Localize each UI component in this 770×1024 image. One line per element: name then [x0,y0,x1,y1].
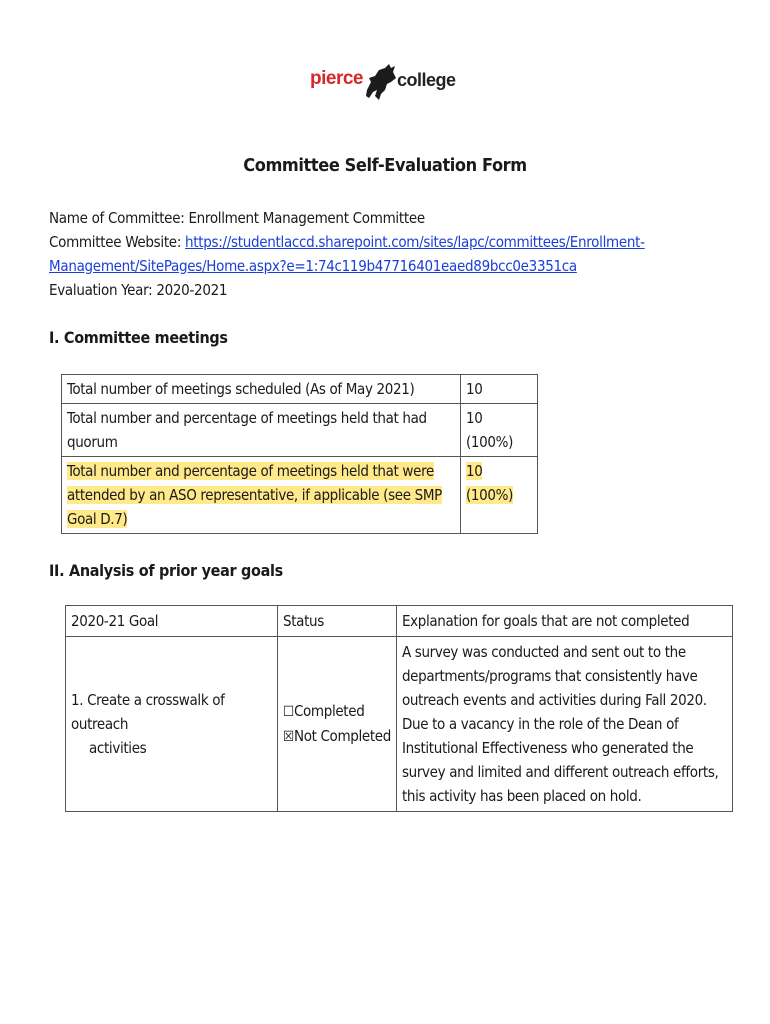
meetings-label-cell: Total number of meetings scheduled (As of May 2021) [62,375,461,404]
logo-pierce-text: pierce [310,68,363,89]
section1-heading: I. Committee meetings [49,328,228,347]
goal-number: 1. [71,691,84,709]
explanation-header: Explanation for goals that are not completed [396,606,732,637]
completed-label: Completed [293,702,365,720]
explanation-cell: A survey was conducted and sent out to the departments/programs that consistently have outreach events and activities during Fall 2020. Due to a vacancy in the role of the Dean of Institutional Effectiveness who generated the survey and limited and different outreach efforts, this activity has been placed on hold. [396,637,732,812]
goal-text: Create a crosswalk of outreach [71,691,225,733]
section2-heading: II. Analysis of prior year goals [49,561,283,580]
year-value: 2020-2021 [156,281,228,299]
goal-cell [66,637,278,812]
committee-info [49,206,729,302]
highlighted-value: 10 (100%) [466,462,514,504]
committee-website-line2 [49,254,729,278]
table-row [62,457,538,534]
logo-college-text: college [397,70,456,90]
status-not-completed [283,724,391,749]
unchecked-box-icon[interactable]: ☐ [283,704,294,720]
table-row [66,637,733,812]
page-title: Committee Self-Evaluation Form [243,155,527,176]
goal-line2: activities [89,739,147,757]
table-row [62,375,538,404]
goal-header: 2020-21 Goal [66,606,278,637]
status-cell [278,637,397,812]
meetings-label-cell [62,457,461,534]
highlighted-label: Total number and percentage of meetings held that were attended by an ASO representative, if applicable (see SMP Goal D.7) [67,462,442,528]
website-link-cont[interactable]: Management/SitePages/Home.aspx?e=1:74c119b47716401eaed89bcc0e3351ca [49,257,577,275]
committee-name-line [49,206,729,230]
meetings-label-cell: Total number and percentage of meetings held that had quorum [62,404,461,457]
college-logo [310,60,470,104]
meetings-value-cell [461,457,538,534]
table-row [62,404,538,457]
meetings-value-cell: 10 [461,375,538,404]
table-header-row [66,606,733,637]
not-completed-label: Not Completed [293,727,391,745]
checked-box-icon[interactable]: ☒ [283,729,294,745]
committee-name: Enrollment Management Committee [188,209,425,227]
meetings-table [61,374,538,534]
year-label: Evaluation Year: [49,281,157,299]
status-completed [283,699,391,724]
goal-line1 [71,688,272,736]
committee-website-line [49,230,729,254]
evaluation-year-line [49,278,729,302]
website-link[interactable]: https://studentlaccd.sharepoint.com/sites/lapc/committees/Enrollment- [185,233,645,251]
committee-label: Name of Committee: [49,209,189,227]
status-header: Status [278,606,397,637]
website-label: Committee Website: [49,233,186,251]
meetings-value-cell: 10 (100%) [461,404,538,457]
bull-icon [363,60,399,102]
goals-table [65,605,733,812]
